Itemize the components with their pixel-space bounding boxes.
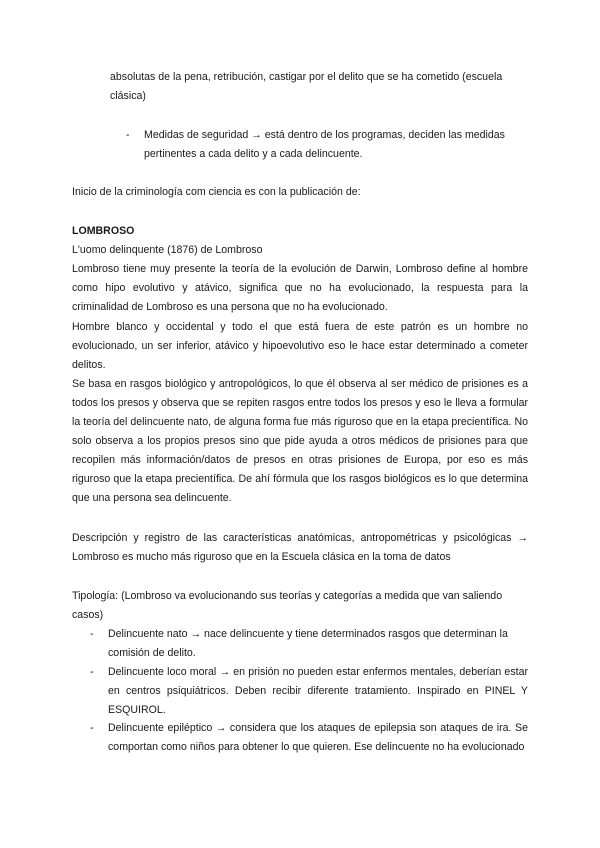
intro-continuation: absolutas de la pena, retribución, castigar por el delito que se ha cometido (escuela clásica) [110, 71, 503, 102]
list-marker: - [90, 628, 94, 640]
typology-item-text: Delincuente nato → nace delincuente y tiene determinados rasgos que determinan la comisión de delito. [108, 628, 508, 659]
typology-item [90, 719, 528, 777]
section-heading: LOMBROSO [72, 225, 135, 237]
paragraph: Lombroso tiene muy presente la teoría de la evolución de Darwin, Lombroso define al hombre como hipo evolutivo y atávico, significa que no ha evolucionado, la respuesta para la criminalidad de Lombroso es una persona que no ha evolucionado. [72, 263, 528, 313]
list-marker: - [126, 129, 130, 141]
criminology-start: Inicio de la criminología com ciencia es con la publicación de: [72, 186, 361, 198]
book-title-line: L'uomo delinquente (1876) de Lombroso [72, 244, 263, 256]
list-marker: - [90, 722, 94, 734]
typology-item-text: Delincuente loco moral → en prisión no pueden estar enfermos mentales, deberían estar en centros psiquiátricos. Deben recibir diferente tratamiento. Inspirado en PINEL Y ESQUIROL. [108, 666, 528, 716]
list-marker: - [90, 666, 94, 678]
typology-item [90, 663, 528, 721]
typology-item-text: Delincuente epiléptico → considera que los ataques de epilepsia son ataques de ira. Se comportan como niños para obtener lo que quieren. Ese delincuente no ha evolucionado [108, 722, 528, 753]
typology-item [90, 625, 528, 665]
measure-text: Medidas de seguridad → está dentro de los programas, deciden las medidas pertinentes a cada delito y a cada delincuente. [144, 129, 505, 160]
description-paragraph: Descripción y registro de las características anatómicas, antropométricas y psicológicas → Lombroso es mucho más riguroso que en la Escuela clásica en la toma de datos [72, 532, 528, 563]
measure-list-item [126, 126, 528, 166]
paragraph: Hombre blanco y occidental y todo el que está fuera de este patrón es un hombre no evolucionado, un ser inferior, atávico y hipoevolutivo eso le hace estar determinado a cometer delitos. [72, 321, 528, 371]
typology-intro: Tipología: (Lombroso va evolucionando sus teorías y categorías a medida que van saliendo casos) [72, 590, 503, 621]
paragraph: Se basa en rasgos biológico y antropológicos, lo que él observa al ser médico de prisiones es a todos los presos y observa que se repiten rasgos entre todos los presos y eso le lleva a formular la teoría del delincuente nato, de alguna forma fue más riguroso que en la etapa precientífica. No solo observa a los propios presos sino que pide ayuda a otros médicos de prisiones para que recopilen más información/datos de presos en otras prisiones de Europa, por eso es más riguroso que la etapa precientífica. De ahí fórmula que los rasgos biológicos es lo que determina que una persona sea delincuente. [72, 378, 528, 504]
